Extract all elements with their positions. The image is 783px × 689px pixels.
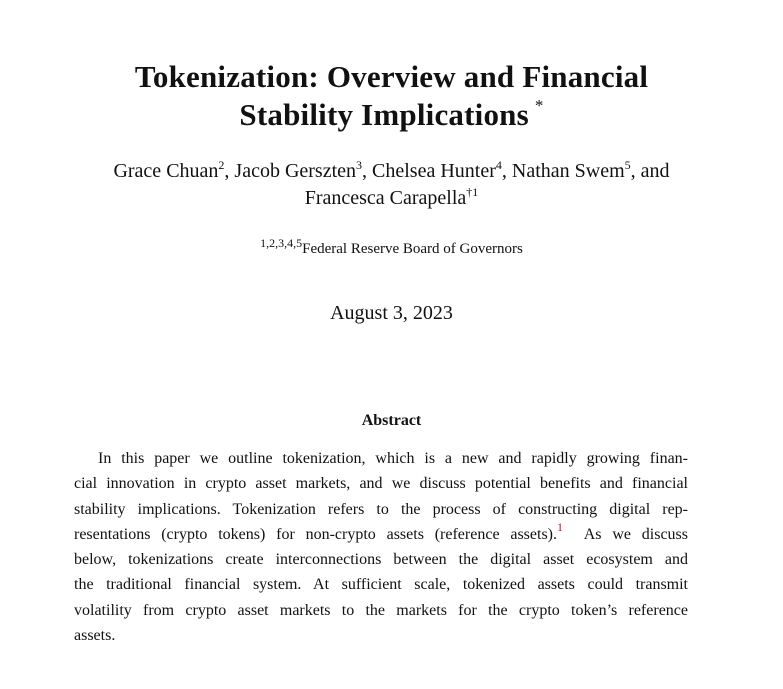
abstract-body [74, 446, 688, 648]
author-sep: , [224, 160, 235, 182]
abstract-line: In this paper we outline tokenization, which is a new and rapidly growing finan- [98, 450, 688, 467]
title-footnote-mark[interactable]: * [534, 96, 544, 115]
title-line-2 [40, 96, 743, 134]
author-sep: , and [630, 160, 670, 182]
author-affil-mark[interactable]: †1 [466, 185, 479, 199]
title-line-1: Tokenization: Overview and Financial [134, 59, 649, 94]
author-affil-mark: 5 [624, 158, 631, 172]
abstract-line: the traditional financial system. At sufficient scale, tokenized assets could transmit [74, 576, 688, 594]
affiliation-text: Federal Reserve Board of Governors [302, 241, 523, 257]
affiliation-marks: 1,2,3,4,5 [260, 236, 303, 250]
abstract-line: below, tokenizations create interconnections between the digital asset ecosystem and [74, 551, 688, 569]
author-name: Nathan Swem [511, 160, 625, 182]
paper-title [40, 58, 743, 134]
abstract-line-tail: As we discuss [583, 525, 689, 543]
author-name: Chelsea Hunter [372, 160, 496, 182]
author-affil-mark: 4 [495, 158, 502, 172]
affiliation [30, 238, 753, 260]
abstract-line-with-footnote [74, 519, 689, 547]
author-affil-mark: 3 [356, 158, 363, 172]
abstract-line-text: resentations (crypto tokens) for non-crypto assets (reference assets). [74, 525, 557, 543]
abstract-line: cial innovation in crypto asset markets, and we discuss potential benefits and financial [74, 475, 688, 493]
author-line-2 [30, 185, 753, 212]
author-sep: , [501, 160, 512, 182]
abstract-line: assets. [74, 627, 116, 645]
abstract-heading: Abstract [361, 412, 422, 429]
footnote-link[interactable]: 1 [557, 519, 563, 534]
author-sep: , [362, 160, 373, 182]
abstract-line: stability implications. Tokenization refers to the process of constructing digital rep- [74, 500, 688, 518]
author-name: Francesca Carapella [304, 187, 467, 209]
author-affil-mark: 2 [218, 158, 225, 172]
paper-date: August 3, 2023 [330, 302, 453, 324]
author-name: Grace Chuan [113, 160, 219, 182]
title-line-2-text: Stability Implications [239, 97, 529, 132]
author-name: Jacob Gerszten [234, 160, 357, 182]
author-list [30, 158, 753, 212]
abstract-line: volatility from crypto asset markets to the markets for the crypto token’s reference [74, 601, 688, 619]
author-line-1 [30, 158, 753, 185]
